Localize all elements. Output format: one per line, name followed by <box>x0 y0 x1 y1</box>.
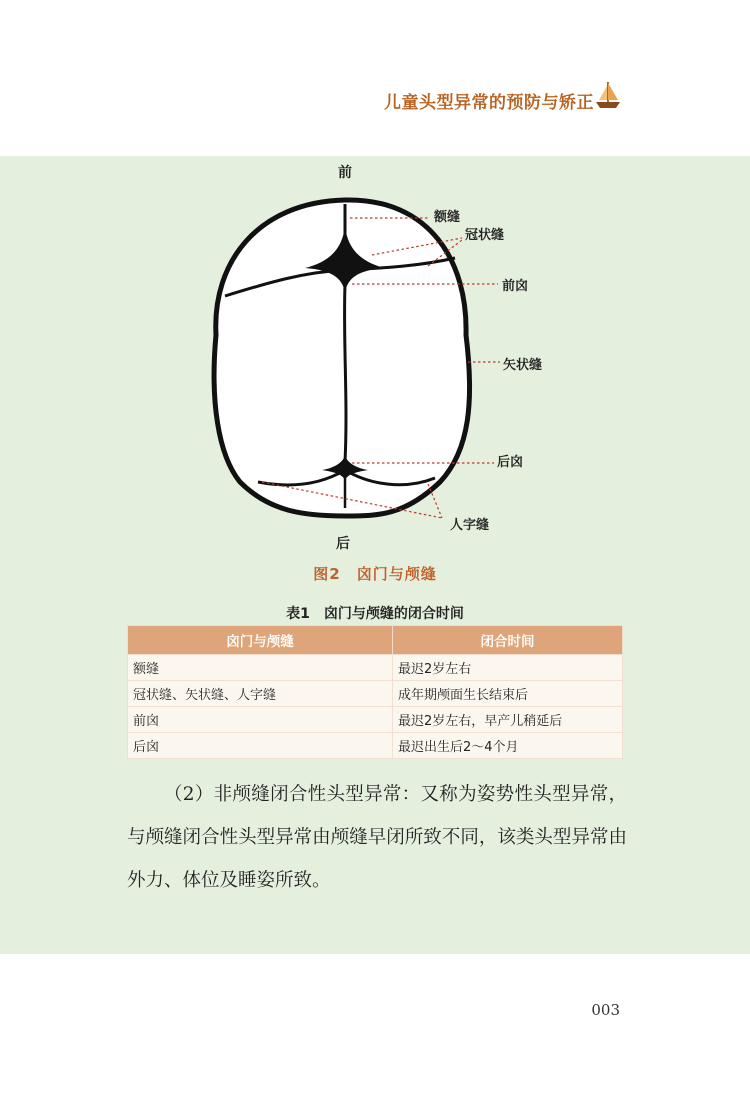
table-cell: 冠状缝、矢状缝、人字缝 <box>128 681 393 707</box>
label-coronal: 冠状缝 <box>465 228 505 243</box>
label-metopic: 额缝 <box>434 210 461 225</box>
table-cell: 额缝 <box>128 655 393 681</box>
label-sagittal: 矢状缝 <box>503 358 543 373</box>
label-lambdoid: 人字缝 <box>450 518 490 533</box>
sagittal-suture <box>345 285 346 462</box>
content-band <box>0 156 750 954</box>
table-row <box>128 733 623 759</box>
table-cell: 后囟 <box>128 733 393 759</box>
table-row <box>128 681 623 707</box>
table-header: 囟门与颅缝 <box>128 626 393 655</box>
table-header: 闭合时间 <box>393 626 623 655</box>
back-label: 后 <box>336 536 350 552</box>
table-row <box>128 655 623 681</box>
front-label: 前 <box>338 165 352 181</box>
header-title: 儿童头型异常的预防与矫正 <box>384 93 594 113</box>
table-header-row <box>128 626 623 655</box>
closure-time-table <box>127 625 623 759</box>
page-number: 003 <box>591 1001 620 1019</box>
table-cell: 最迟出生后2～4个月 <box>393 733 623 759</box>
table-cell: 成年期颅面生长结束后 <box>393 681 623 707</box>
table-cell: 前囟 <box>128 707 393 733</box>
figure-caption: 图2 囟门与颅缝 <box>313 565 437 583</box>
body-paragraph: （2）非颅缝闭合性头型异常：又称为姿势性头型异常，与颅缝闭合性头型异常由颅缝早闭所致不同，该类头型异常由外力、体位及睡姿所致。 <box>127 784 627 891</box>
table-cell: 最迟2岁左右 <box>393 655 623 681</box>
label-anterior-fontanelle: 前囟 <box>502 279 529 294</box>
table-row <box>128 707 623 733</box>
label-posterior-fontanelle: 后囟 <box>497 455 524 470</box>
table-cell: 最迟2岁左右，早产儿稍延后 <box>393 707 623 733</box>
table-caption: 表1 囟门与颅缝的闭合时间 <box>286 606 464 622</box>
